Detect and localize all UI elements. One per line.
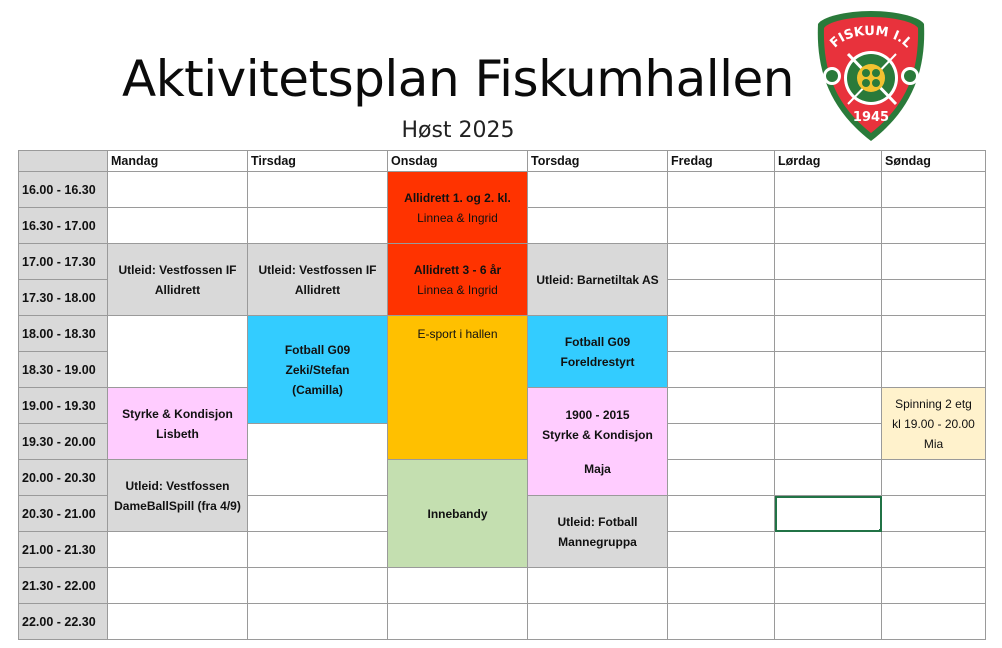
logo-top-text: FISKUM I.L (827, 23, 915, 52)
empty-cell[interactable] (775, 532, 882, 568)
page-subtitle: Høst 2025 (401, 118, 515, 143)
empty-cell[interactable] (668, 208, 775, 244)
empty-cell[interactable] (668, 316, 775, 352)
activity-barnetiltak[interactable] (528, 244, 668, 316)
empty-cell[interactable] (668, 568, 775, 604)
activity-tor-styrke-kondisjon[interactable] (528, 388, 668, 496)
empty-cell[interactable] (882, 352, 986, 388)
empty-cell[interactable] (775, 208, 882, 244)
empty-cell[interactable] (882, 496, 986, 532)
day-header-onsdag: Onsdag (388, 151, 528, 172)
day-header-sondag: Søndag (882, 151, 986, 172)
empty-cell[interactable] (775, 244, 882, 280)
empty-cell[interactable] (882, 460, 986, 496)
activity-tor-fotball-g09[interactable] (528, 316, 668, 388)
logo-year: 1945 (852, 110, 890, 125)
empty-cell[interactable] (248, 604, 388, 640)
empty-cell[interactable] (528, 604, 668, 640)
activity-text-line: E-sport i hallen (417, 327, 498, 341)
empty-cell[interactable] (775, 352, 882, 388)
activity-text-line: (Camilla) (292, 382, 343, 397)
activity-text-line: Linnea & Ingrid (417, 282, 498, 297)
empty-cell[interactable] (668, 460, 775, 496)
time-label: 18.30 - 19.00 (19, 352, 108, 388)
time-label: 16.30 - 17.00 (19, 208, 108, 244)
activity-text-line: Allidrett 3 - 6 år (413, 262, 502, 277)
activity-text-line: Allidrett (154, 282, 201, 297)
activity-text-line: Innebandy (427, 506, 488, 521)
empty-cell[interactable] (668, 424, 775, 460)
empty-cell[interactable] (882, 208, 986, 244)
time-label: 17.00 - 17.30 (19, 244, 108, 280)
empty-cell[interactable] (668, 388, 775, 424)
activity-text-line: Allidrett 1. og 2. kl. (404, 190, 511, 205)
activity-text-line: Utleid: Barnetiltak AS (536, 272, 659, 287)
time-label: 21.30 - 22.00 (19, 568, 108, 604)
activity-spinning[interactable] (882, 388, 986, 460)
activity-innebandy[interactable] (388, 460, 528, 568)
activity-text-line: Fotball G09 (564, 334, 631, 349)
activity-text-line: Spinning 2 etg (895, 396, 972, 411)
activity-text-line: Utleid: Vestfossen (125, 478, 230, 493)
activity-text-line: kl 19.00 - 20.00 (892, 416, 975, 431)
empty-cell[interactable] (528, 208, 668, 244)
empty-cell[interactable] (668, 244, 775, 280)
activity-text-line: Maja (584, 461, 611, 476)
empty-cell[interactable] (248, 172, 388, 208)
day-header-torsdag: Torsdag (528, 151, 668, 172)
selected-cell[interactable] (775, 496, 882, 532)
activity-text-line: Styrke & Kondisjon (122, 406, 233, 421)
club-logo (814, 8, 928, 144)
activity-text-line: Linnea & Ingrid (417, 210, 498, 225)
activity-mannegruppa[interactable] (528, 496, 668, 568)
activity-text-line: Allidrett (294, 282, 341, 297)
activity-text-line: Mannegruppa (558, 534, 637, 549)
activity-esport[interactable] (388, 316, 528, 460)
activity-tir-vestfossen-if[interactable] (248, 244, 388, 316)
empty-cell[interactable] (882, 244, 986, 280)
empty-cell[interactable] (775, 460, 882, 496)
time-label: 21.00 - 21.30 (19, 532, 108, 568)
activity-text-line: Styrke & Kondisjon (542, 427, 653, 442)
empty-cell[interactable] (668, 496, 775, 532)
empty-cell[interactable] (108, 532, 248, 568)
activity-text-line: Lisbeth (156, 426, 199, 441)
empty-cell[interactable] (775, 568, 882, 604)
empty-cell[interactable] (108, 316, 248, 388)
empty-cell[interactable] (248, 424, 388, 496)
activity-text-line: Foreldrestyrt (560, 354, 635, 369)
time-label: 17.30 - 18.00 (19, 280, 108, 316)
day-header-lordag: Lørdag (775, 151, 882, 172)
empty-cell[interactable] (528, 568, 668, 604)
empty-cell[interactable] (668, 352, 775, 388)
time-label: 16.00 - 16.30 (19, 172, 108, 208)
time-label: 22.00 - 22.30 (19, 604, 108, 640)
activity-text-line: Utleid: Vestfossen IF (118, 262, 237, 277)
empty-cell[interactable] (388, 568, 528, 604)
empty-cell[interactable] (775, 316, 882, 352)
empty-cell[interactable] (775, 280, 882, 316)
time-label: 18.00 - 18.30 (19, 316, 108, 352)
empty-cell[interactable] (108, 208, 248, 244)
day-header-mandag: Mandag (108, 151, 248, 172)
empty-cell[interactable] (388, 604, 528, 640)
activity-text-line: Fotball G09 (284, 342, 351, 357)
activity-text-line: Zeki/Stefan (285, 362, 350, 377)
activity-man-styrke-kondisjon[interactable] (108, 388, 248, 460)
activity-allidrett-3-6-ar[interactable] (388, 244, 528, 316)
empty-cell[interactable] (108, 604, 248, 640)
empty-cell[interactable] (882, 316, 986, 352)
activity-text-line: Mia (923, 436, 944, 451)
corner-cell (19, 151, 108, 172)
empty-cell[interactable] (248, 532, 388, 568)
empty-cell[interactable] (882, 568, 986, 604)
empty-cell[interactable] (882, 532, 986, 568)
day-header-fredag: Fredag (668, 151, 775, 172)
activity-tir-fotball-g09[interactable] (248, 316, 388, 424)
empty-cell[interactable] (108, 172, 248, 208)
time-label: 19.30 - 20.00 (19, 424, 108, 460)
empty-cell[interactable] (108, 568, 248, 604)
empty-cell[interactable] (668, 604, 775, 640)
activity-text-line: DameBallSpill (fra 4/9) (114, 498, 241, 513)
empty-cell[interactable] (775, 172, 882, 208)
empty-cell[interactable] (882, 172, 986, 208)
empty-cell[interactable] (775, 388, 882, 424)
activity-text-line: Utleid: Vestfossen IF (258, 262, 377, 277)
time-label: 19.00 - 19.30 (19, 388, 108, 424)
empty-cell[interactable] (775, 604, 882, 640)
empty-cell[interactable] (248, 208, 388, 244)
empty-cell[interactable] (248, 496, 388, 532)
activity-allidrett-1-2-kl[interactable] (388, 172, 528, 244)
schedule-table (18, 150, 986, 640)
empty-cell[interactable] (775, 424, 882, 460)
empty-cell[interactable] (668, 532, 775, 568)
activity-text-line: 1900 - 2015 (565, 407, 630, 422)
activity-text-line: Utleid: Fotball (557, 514, 638, 529)
empty-cell[interactable] (882, 604, 986, 640)
time-label: 20.00 - 20.30 (19, 460, 108, 496)
time-label: 20.30 - 21.00 (19, 496, 108, 532)
activity-dameballspill[interactable] (108, 460, 248, 532)
activity-man-vestfossen-if[interactable] (108, 244, 248, 316)
empty-cell[interactable] (248, 568, 388, 604)
empty-cell[interactable] (528, 172, 668, 208)
empty-cell[interactable] (882, 280, 986, 316)
activity-text-line (528, 445, 667, 459)
empty-cell[interactable] (668, 280, 775, 316)
page-title: Aktivitetsplan Fiskumhallen (122, 50, 794, 108)
empty-cell[interactable] (668, 172, 775, 208)
day-header-tirsdag: Tirsdag (248, 151, 388, 172)
